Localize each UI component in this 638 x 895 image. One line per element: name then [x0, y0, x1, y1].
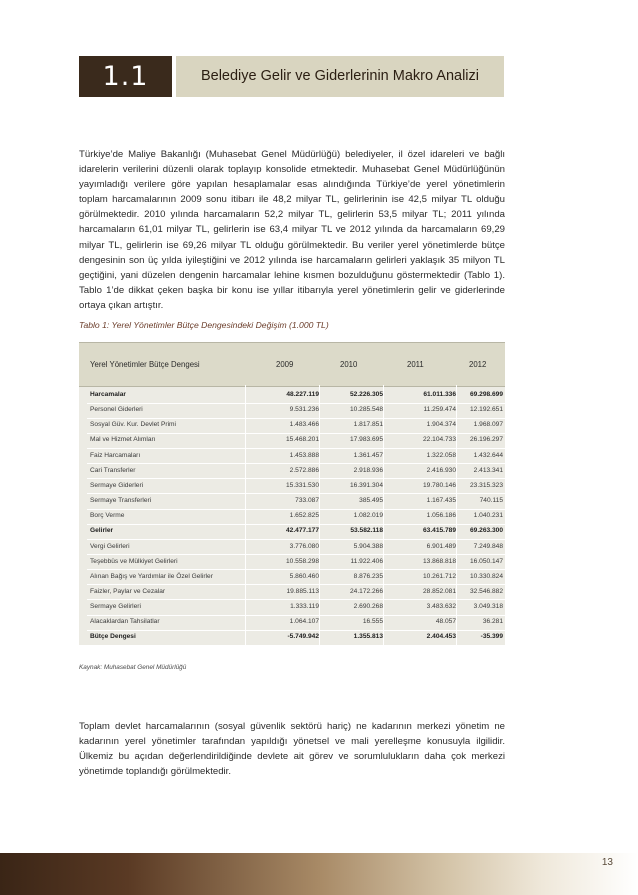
- table-row: [87, 630, 506, 646]
- row-label: Faizler, Paylar ve Cezalar: [90, 587, 166, 595]
- row-value: 19.780.146: [422, 481, 456, 489]
- table-row: [87, 570, 506, 586]
- row-value: 1.817.851: [353, 421, 383, 429]
- table-row: [87, 418, 506, 434]
- row-value: 17.983.695: [349, 436, 383, 444]
- row-value: 9.531.236: [289, 406, 319, 414]
- row-value: 10.558.298: [285, 557, 319, 565]
- row-label: Sosyal Güv. Kur. Devlet Primi: [90, 421, 176, 429]
- row-value: 69.298.699: [469, 391, 503, 398]
- row-value: 24.172.266: [349, 587, 383, 595]
- header-year-2009: 2009: [276, 360, 294, 369]
- row-value: 3.049.318: [473, 603, 503, 611]
- row-value: 3.483.632: [426, 603, 456, 611]
- row-label: Sermaye Transferleri: [90, 497, 152, 505]
- row-value: 53.582.118: [350, 527, 383, 535]
- row-value: -35.399: [480, 633, 503, 641]
- row-value: 63.415.789: [422, 527, 456, 535]
- section-header: [79, 56, 504, 97]
- page-number: 13: [601, 857, 613, 868]
- table-header: [79, 342, 505, 387]
- table-row: [87, 403, 506, 419]
- row-label: Mal ve Hizmet Alımları: [90, 436, 156, 444]
- row-label: Faiz Harcamaları: [90, 451, 141, 459]
- table-row: [87, 479, 506, 495]
- row-value: 10.285.548: [349, 406, 383, 414]
- row-value: 1.361.457: [353, 451, 383, 459]
- row-value: 3.776.080: [289, 542, 319, 550]
- row-value: 8.876.235: [353, 572, 383, 580]
- row-value: 740.115: [479, 497, 503, 505]
- row-label: Bütçe Dengesi: [90, 633, 136, 641]
- row-value: 23.315.323: [469, 481, 503, 489]
- row-label: Sermaye Giderleri: [90, 481, 144, 489]
- row-value: 48.227.119: [286, 391, 319, 398]
- row-value: 6.901.489: [426, 542, 456, 550]
- row-value: 2.572.886: [289, 466, 319, 474]
- row-value: 1.064.107: [289, 618, 319, 626]
- row-value: 36.281: [482, 618, 503, 626]
- row-value: 1.453.888: [289, 451, 319, 459]
- table-row: [87, 524, 506, 540]
- row-value: 15.468.201: [285, 436, 319, 444]
- row-label: Borç Verme: [90, 512, 125, 520]
- header-year-2011: 2011: [407, 360, 424, 369]
- table-row: [87, 433, 506, 449]
- row-value: 2.413.341: [473, 466, 503, 474]
- row-label: Alınan Bağış ve Yardımlar ile Özel Gelirler: [90, 572, 213, 580]
- row-value: 26.196.297: [469, 436, 503, 444]
- row-label: Harcamalar: [90, 391, 126, 398]
- row-value: 11.922.406: [350, 557, 383, 565]
- row-value: 1.968.097: [473, 421, 503, 429]
- table-row: [87, 464, 506, 480]
- table-row: [87, 509, 506, 525]
- row-value: 52.226.305: [349, 391, 383, 398]
- row-value: 5.904.388: [353, 542, 383, 550]
- row-value: 1.322.058: [426, 451, 456, 459]
- row-value: 733.087: [295, 497, 319, 505]
- row-value: 16.555: [362, 618, 383, 626]
- row-value: 1.167.435: [426, 497, 456, 505]
- row-value: -5.749.942: [287, 633, 319, 641]
- row-value: 11.259.474: [423, 406, 456, 414]
- table-row: [87, 540, 506, 556]
- row-value: 1.652.825: [289, 512, 319, 520]
- intro-paragraph: Türkiye’de Maliye Bakanlığı (Muhasebat Genel Müdürlüğü) belediyeler, il özel idareleri ve bağlı idarelerin verilerini düzenli olarak toplayıp konsolide etmektedir. Muhasebat Genel Müdürlüğünün yayımladığı verilere göre yapılan hesaplamalar esas alındığında Türkiye’de yerel yönetimlerin toplam harcamalarının 2009 sonu itibarı ile 48,2 milyar TL, gelirlerinin ise 42,5 milyar TL olduğu görülmektedir. 2010 yılında harcamaların 52,2 milyar TL, gelirlerin 53,5 milyar TL; 2011 yılında harcamaların 61,01 milyar TL, gelirlerin ise 63,4 milyar TL ve 2012 yılında da harcamaların 69,29 milyar TL, gelirlerin ise 69,26 milyar TL olduğu görülmektedir. Bu veriler yerel yönetimlerde bütçe dengesinin son üç yılda iyileştiğini ve 2012 yılında ise harcamaların gelirleri yaklaşık 35 milyon TL geçtiğini, yani düzelen dengenin harcamalar lehine kısmen bozulduğunu göstermektedir (Tablo 1). Tablo 1’de dikkat çeken başka bir konu ise yıllar itibarıyla yerel yönetimlerin gelir ve giderlerinde ortaya çıkan artıştır.: [79, 149, 505, 311]
- row-value: 5.860.460: [289, 572, 319, 580]
- row-value: 12.192.651: [469, 406, 503, 414]
- row-value: 2.416.930: [426, 466, 456, 474]
- row-value: 13.868.818: [422, 557, 456, 565]
- row-value: 16.050.147: [469, 557, 503, 565]
- row-value: 1.056.186: [426, 512, 456, 520]
- row-value: 19.885.113: [286, 587, 319, 595]
- table-row: [87, 585, 506, 601]
- row-value: 1.333.119: [290, 603, 319, 611]
- table-row: [87, 449, 506, 465]
- table-row: [87, 388, 506, 404]
- row-value: 15.331.530: [285, 481, 319, 489]
- table-row: [87, 494, 506, 510]
- row-value: 2.690.268: [353, 603, 383, 611]
- row-value: 28.852.081: [422, 587, 456, 595]
- source-note: Kaynak: Muhasebat Genel Müdürlüğü: [79, 664, 187, 671]
- row-label: Sermaye Gelirleri: [90, 603, 141, 611]
- row-value: 32.546.882: [469, 587, 503, 595]
- table-row: [87, 555, 506, 571]
- row-value: 1.483.466: [289, 421, 319, 429]
- row-value: 1.904.374: [426, 421, 456, 429]
- row-value: 2.918.936: [353, 466, 383, 474]
- header-year-2012: 2012: [469, 360, 487, 369]
- row-value: 7.249.848: [473, 542, 503, 550]
- row-value: 10.330.824: [469, 572, 503, 580]
- row-value: 61.011.336: [423, 391, 456, 398]
- row-value: 1.040.231: [473, 512, 503, 520]
- section-title: Belediye Gelir ve Giderlerinin Makro Analizi: [176, 56, 504, 97]
- row-label: Personel Giderleri: [90, 406, 143, 414]
- row-label: Teşebbüs ve Mülkiyet Gelirleri: [90, 557, 178, 565]
- row-value: 1.355.813: [353, 633, 383, 641]
- row-value: 42.477.177: [285, 527, 319, 535]
- row-value: 385.495: [359, 497, 383, 505]
- row-value: 69.263.300: [469, 527, 503, 535]
- section-number: 1.1: [79, 56, 172, 97]
- budget-table: [79, 342, 505, 645]
- row-label: Gelirler: [90, 527, 114, 535]
- closing-paragraph: Toplam devlet harcamalarının (sosyal güvenlik sektörü hariç) ne kadarının merkezi yönetim ne kadarının yerel yönetimler tarafından yapıldığı yönetsel ve mali yerelleşme konusuyla ilgilidir. Ülkemiz bu açıdan değerlendirildiğinde devlete ait görev ve sorumlulukların daha çok merkezi yönetimde toplandığı görülmektedir.: [79, 721, 505, 778]
- footer-decoration: [0, 853, 638, 895]
- row-value: 22.104.733: [422, 436, 456, 444]
- row-value: 1.082.019: [353, 512, 383, 520]
- row-value: 48.057: [435, 618, 456, 626]
- table-row: [87, 600, 506, 616]
- row-value: 1.432.644: [473, 451, 503, 459]
- row-label: Alacaklardan Tahsilatlar: [90, 618, 160, 626]
- row-value: 10.261.712: [422, 572, 456, 580]
- table-row: [87, 615, 506, 631]
- header-label: Yerel Yönetimler Bütçe Dengesi: [90, 360, 200, 369]
- header-year-2010: 2010: [340, 360, 358, 369]
- row-value: 16.391.304: [349, 481, 383, 489]
- row-label: Vergi Gelirleri: [90, 542, 130, 550]
- row-label: Cari Transferler: [90, 466, 136, 474]
- row-value: 2.404.453: [426, 633, 456, 641]
- table-caption: Tablo 1: Yerel Yönetimler Bütçe Dengesindeki Değişim (1.000 TL): [79, 320, 329, 330]
